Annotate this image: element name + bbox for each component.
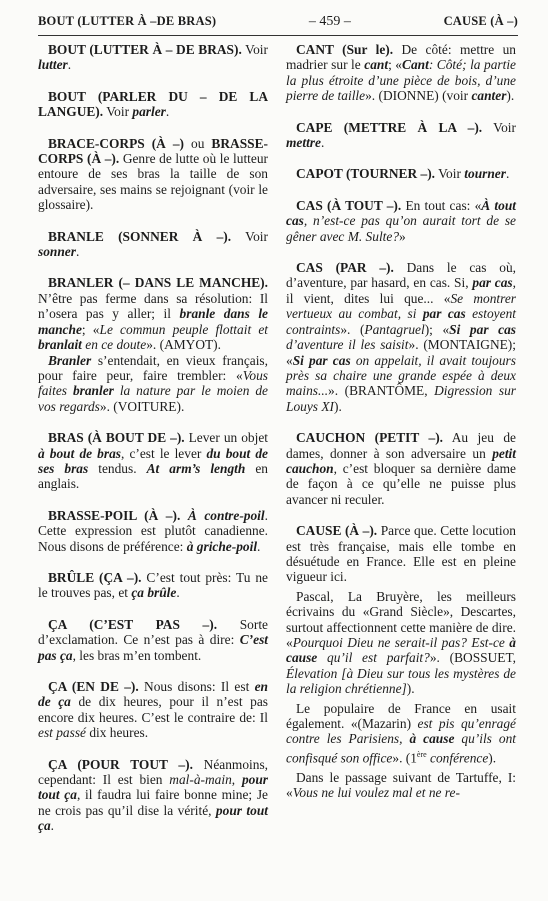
left-column: [38, 42, 268, 850]
example-phrase: petit cauchon: [286, 445, 516, 476]
example-phrase: C’est pas ça: [38, 632, 268, 663]
ordinal-superscript: ère: [416, 749, 427, 759]
entry-text: De côté: mettre un madrier sur le: [286, 42, 517, 73]
entry-text: [180, 508, 188, 523]
entry-text: Sorte d’exclamation. Ce n’est pas à dire:: [38, 616, 268, 648]
entry-text: ». (AMYOT).: [146, 337, 221, 353]
quotation: Le commun peuple flottait et: [99, 321, 268, 337]
entry-text: »: [399, 228, 406, 244]
entry-headword: BOUT (LUTTER À – DE BRAS).: [48, 42, 242, 57]
entry-text: Néanmoins, cependant: Il est bien: [38, 756, 269, 788]
example-phrase: Si par cas: [292, 352, 351, 368]
entry-text: Pascal, La Bruyère, les meilleurs écrivains du «Grand Siècle», Descartes, surtout affectionnent cette manière de dire. «: [286, 588, 516, 650]
entry-text: ». (BOSSUET,: [429, 650, 516, 666]
quotation: est pis qu’enragé contre les Parisiens,: [286, 716, 516, 747]
entry-bout-lutter: [38, 42, 268, 73]
entry-headword: CAS (À TOUT –).: [296, 197, 402, 213]
entry-text: ; «: [388, 57, 403, 73]
entry-text: .: [320, 135, 325, 151]
entry-headword: BOUT (PARLER DU – DE LA LANGUE).: [38, 88, 268, 120]
entry-text: , les bras m’en tombent.: [72, 647, 202, 663]
quotation: Vous faites: [38, 367, 268, 399]
entry-text: .: [257, 538, 261, 554]
cross-reference: parler: [132, 104, 166, 120]
quotation: estoyent contraints: [286, 306, 516, 337]
entry-headword: CANT (Sur le).: [296, 42, 394, 57]
entry-text: .: [165, 104, 170, 120]
entry-headword: BRASSE-POIL (À –).: [48, 507, 181, 523]
entry-headword: CAS (PAR –).: [296, 260, 394, 276]
entry-headword: CAUCHON (PETIT –).: [296, 430, 443, 446]
example-phrase: par cas: [472, 275, 513, 291]
quotation: Pourquoi Dieu ne serait-il pas? Est-ce: [292, 635, 510, 650]
entry-brule: [38, 570, 268, 601]
entry-paragraph: [38, 353, 268, 415]
quotation: en ce doute: [81, 337, 147, 353]
entry-headword: BRACE-CORPS (À –): [48, 135, 185, 151]
entry-text: ». (BRANTÔME,: [328, 383, 435, 399]
right-column: [286, 42, 516, 817]
entry-headword: BRANLER (– DANS LE MANCHE).: [48, 275, 268, 291]
example-phrase: à griche-poil: [186, 538, 258, 554]
entry-capot: [286, 166, 516, 181]
entry-text: Voir: [435, 166, 465, 182]
entry-text: , c’est bloquer sa dernière dame de façon à ce qu’elle ne puisse plus avancer ni reculer.: [286, 460, 516, 507]
entry-text: Voir: [482, 119, 516, 135]
entry-text: .: [67, 57, 72, 73]
entry-text: ).: [333, 398, 342, 414]
cross-reference: tourner: [464, 166, 506, 182]
example-phrase: branle dans le manche: [38, 306, 269, 337]
example-phrase: pour tout ça: [38, 772, 268, 803]
entry-brasse-poil: [38, 508, 268, 554]
entry-bout-parler: [38, 89, 268, 120]
example-phrase: branlait: [38, 337, 82, 353]
cross-reference: canter: [471, 88, 507, 104]
entry-text: ).: [488, 750, 497, 766]
entry-paragraph: [38, 275, 268, 352]
entry-text: En tout cas: «: [401, 197, 482, 213]
quotation: la nature par le moien de vos regards: [38, 383, 268, 414]
quotation: on appelait, il avait toujours près sa chaire une grande espée à deux mains...: [286, 352, 516, 399]
source-title: conférence: [430, 750, 489, 766]
entry-text: Voir: [103, 104, 133, 120]
entry-text: Dans le cas où, d’aventure, par hasard, en cas. Si,: [286, 260, 516, 291]
entry-text: Lever un objet: [184, 430, 268, 446]
source-title: Digression sur Louys XI: [286, 383, 516, 414]
example-phrase: À contre-poil: [187, 507, 265, 523]
page-number: – 459 –: [308, 14, 351, 29]
quotation: Se montrer vertueux au combat, si: [286, 290, 516, 322]
entry-headword: ÇA (C’EST PAS –).: [48, 616, 218, 632]
cross-reference: mettre: [286, 135, 321, 151]
entry-headword: CAUSE (À –).: [296, 523, 378, 539]
entry-text: , c’est le lever: [121, 445, 207, 461]
cross-reference: lutter: [38, 57, 68, 73]
entry-paragraph: [286, 589, 516, 697]
entry-text: , il faudra lui faire bonne mine; Je ne crois pas qu’il dise la vérité,: [38, 787, 268, 818]
entry-text: Au jeu de dames, donner à son adversaire un: [286, 430, 516, 461]
entry-cause: [286, 523, 516, 800]
entry-headword: BRÛLE (ÇA –).: [48, 569, 142, 585]
entry-paragraph: [286, 523, 516, 585]
entry-brace-corps: [38, 136, 268, 213]
entry-text: Dans le passage suivant de Tartuffe, I: «: [286, 769, 516, 801]
quotation: mal-à-main: [169, 772, 232, 788]
entry-text: .: [75, 244, 80, 260]
entry-branler: [38, 275, 268, 414]
quotation: : Côté; la partie la plus étroite d’une pièce de bois, d’une pierre de taille: [286, 57, 517, 104]
entry-text: ». (1: [392, 750, 417, 766]
quotation: d’aventure il les saisit: [286, 337, 409, 353]
entry-paragraph: [286, 770, 516, 801]
entry-text: ).: [506, 88, 515, 104]
entry-text: .: [505, 166, 510, 182]
entry-ca-pour-tout: [38, 757, 268, 834]
entry-headword: ÇA (POUR TOUT –).: [48, 756, 193, 772]
example-phrase: Si par cas: [449, 321, 516, 337]
entry-cape: [286, 120, 516, 151]
quotation: est passé: [38, 725, 86, 741]
running-header: [38, 14, 518, 30]
example-phrase: cant: [364, 57, 389, 73]
example-phrase: par cas: [422, 306, 466, 322]
entry-text: de dix heures, pour il n’est pas encore dix heures. C’est le contraire de: Il: [38, 694, 268, 725]
entry-text: s’entendait, en vieux français, pour faire peur, faire trembler: «: [38, 352, 268, 383]
example-phrase: branler: [72, 383, 114, 399]
example-phrase: à cause: [286, 635, 516, 666]
entry-ca-en-de: [38, 679, 268, 741]
entry-text: Parce que. Cette locution est très française, mais elle tombe en désuétude en France. Elle est en pleine vigueur ici.: [286, 523, 516, 585]
entry-text: ». (MONTAIGNE); «: [286, 337, 516, 368]
entry-branle: [38, 229, 268, 260]
entry-headword: CAPOT (TOURNER –).: [296, 166, 435, 182]
entry-text: dix heures.: [85, 725, 149, 741]
entry-text: ». (VOITURE).: [99, 398, 185, 414]
example-phrase: à cause: [409, 731, 455, 747]
header-left-entry: BOUT (LUTTER À –DE BRAS): [38, 14, 217, 28]
quotation: , n’est-ce pas qu’on aurait tort de se gêner avec M. Sulte?: [286, 213, 516, 244]
entry-text: .: [50, 818, 54, 834]
entry-text: ); «: [424, 321, 450, 337]
example-phrase: Cant: [402, 57, 429, 73]
entry-text: ,: [231, 772, 242, 788]
entry-paragraph: [286, 701, 516, 766]
entry-cas-par: [286, 260, 516, 414]
example-phrase: ça brûle: [131, 585, 177, 601]
example-phrase: à bout de bras: [38, 445, 121, 461]
source-title: Pantagruel: [364, 321, 425, 337]
quotation: qu’ils ont confisqué son office: [286, 731, 516, 766]
quotation: qu’il est parfait?: [317, 650, 430, 666]
entry-text: Voir: [231, 228, 268, 244]
entry-text: ; «: [81, 321, 100, 337]
cross-reference: sonner: [38, 244, 76, 260]
entry-text: ». (: [340, 321, 365, 337]
entry-text: . Cette expression est plutôt canadienne. Nous disons de préférence:: [38, 507, 268, 554]
entry-headword: BRANLE (SONNER À –).: [48, 228, 232, 244]
entry-headword: BRAS (À BOUT DE –).: [48, 430, 185, 446]
example-phrase: en de ça: [38, 679, 269, 710]
entry-cant: [286, 42, 516, 104]
entry-text: en anglais.: [38, 460, 268, 492]
entry-headword: ÇA (EN DE –).: [48, 679, 139, 694]
entry-text: tendus.: [88, 460, 147, 476]
entry-text: C’est tout près: Tu ne le trouves pas, et: [38, 569, 268, 601]
header-right-entry: CAUSE (À –): [443, 14, 518, 28]
header-rule: [38, 35, 518, 36]
example-phrase: At arm’s length: [146, 460, 246, 476]
entry-text: Nous disons: Il est: [138, 679, 255, 694]
example-phrase: Branler: [48, 352, 92, 368]
entry-ca-cest-pas: [38, 617, 268, 663]
example-phrase: du bout de ses bras: [38, 445, 268, 476]
entry-text: Le populaire de France en usait également. «(Mazarin): [286, 700, 516, 732]
source-title: Élevation [à Dieu sur tous les mystères de la religion chrétienne]: [286, 665, 516, 697]
entry-text: Genre de lutte où le lutteur entoure de ses bras la taille de son adversaire, ses mains se rejoignant (voir le glossaire).: [38, 151, 268, 213]
entry-headword-alt: BRASSE-CORPS (À –).: [38, 135, 268, 167]
entry-text: ).: [406, 681, 415, 697]
example-phrase: pour tout ça: [38, 802, 268, 834]
entry-text: N’être pas ferme dans sa résolution: Il n’osera pas y aller; il: [38, 290, 268, 322]
entry-cas-a-tout: [286, 198, 516, 244]
entry-text: ». (DIONNE) (voir: [365, 88, 472, 104]
entry-text: ou: [184, 135, 212, 151]
entry-cauchon: [286, 430, 516, 507]
entry-text: .: [176, 585, 180, 601]
entry-text: , il vient, dites lui que... «: [286, 275, 516, 306]
entry-bras: [38, 430, 268, 492]
quotation: Vous ne lui voulez mal et ne re-: [292, 785, 460, 801]
entry-text: Voir: [241, 42, 268, 57]
entry-headword: CAPE (METTRE À LA –).: [296, 119, 483, 135]
example-phrase: À tout cas: [286, 197, 516, 229]
